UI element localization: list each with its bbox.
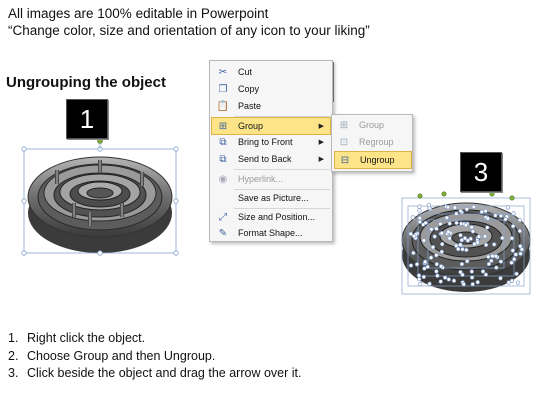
selection-handles-3 (402, 184, 530, 294)
group-icon: ⊞ (339, 119, 349, 131)
header-line-1: All images are 100% editable in Powerpoint (8, 6, 269, 21)
send-back-icon: ⧉ (219, 153, 227, 165)
bring-front-icon: ⧉ (219, 136, 227, 148)
submenu-item-group[interactable]: ⊞ Group (334, 117, 410, 133)
step-item: 3. Click beside the object and drag the arrow over it. (8, 366, 302, 380)
section-title: Ungrouping the object (6, 74, 166, 91)
scissors-icon: ✂ (218, 66, 228, 78)
menu-item-copy[interactable]: ❐ Copy (212, 81, 330, 97)
submenu-arrow-icon: ▶ (318, 156, 324, 163)
ungroup-icon: ⊟ (340, 154, 350, 166)
step-item: 2. Choose Group and then Ungroup. (8, 348, 216, 363)
menu-item-hyperlink[interactable]: ◉ Hyperlink... (212, 171, 330, 187)
group-submenu (331, 114, 413, 172)
header-line-2: “Change color, size and orientation of any icon to your liking” (8, 23, 370, 38)
selection-frame-1 (22, 139, 178, 256)
menu-item-size-and-position[interactable]: ⤢ Size and Position... (212, 209, 330, 225)
submenu-item-ungroup[interactable]: ⊟ Ungroup (334, 151, 412, 169)
submenu-arrow-icon: ▶ (318, 123, 324, 130)
instruction-steps (8, 330, 301, 383)
submenu-item-regroup[interactable]: ⊡ Regroup (334, 134, 410, 150)
menu-item-group[interactable]: ⊞ Group ▶ (211, 117, 331, 135)
menu-item-bring-to-front[interactable]: ⧉ Bring to Front ▶ (212, 134, 330, 150)
paste-icon: 📋 (216, 100, 230, 112)
format-icon: ✎ (218, 227, 228, 239)
menu-separator (234, 169, 330, 170)
menu-item-paste[interactable]: 📋 Paste (212, 98, 330, 114)
step-badge-1: 1 (66, 99, 108, 139)
step-badge-3: 3 (460, 152, 502, 192)
context-menu (209, 60, 333, 242)
group-icon: ⊞ (218, 120, 228, 132)
maze-3-shape (402, 203, 530, 292)
menu-item-send-to-back[interactable]: ⧉ Send to Back ▶ (212, 151, 330, 167)
submenu-arrow-icon: ▶ (318, 139, 324, 146)
size-icon: ⤢ (219, 211, 227, 223)
regroup-icon: ⊡ (339, 136, 349, 148)
step-item: 1. Right click the object. (8, 331, 146, 345)
globe-icon: ◉ (218, 173, 228, 185)
maze-1-shape (28, 157, 172, 253)
copy-icon: ❐ (218, 83, 228, 95)
menu-item-cut[interactable]: ✂ Cut (212, 64, 330, 80)
menu-item-format-shape[interactable]: ✎ Format Shape... (212, 225, 330, 241)
menu-item-save-as-picture[interactable]: Save as Picture... (238, 193, 309, 203)
